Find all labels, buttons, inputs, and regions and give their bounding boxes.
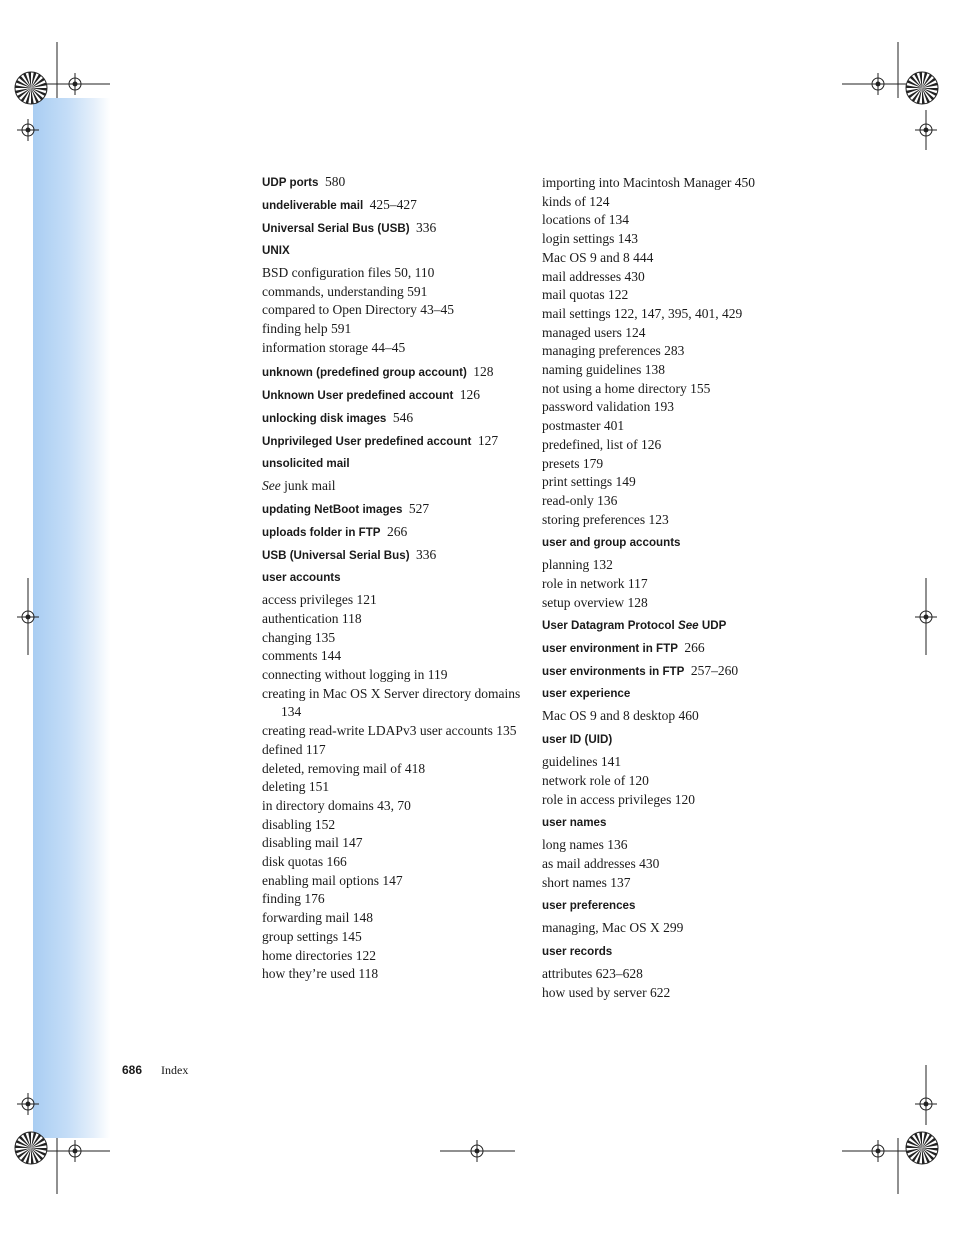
index-subentry (262, 853, 532, 872)
index-subentry (542, 342, 812, 361)
subentry-text: locations of 134 (542, 212, 629, 228)
entry-term: undeliverable mail (262, 199, 364, 212)
see-target: UDP (701, 619, 727, 633)
index-subentry (262, 965, 532, 984)
entry-term: unlocking disk images (262, 411, 387, 425)
entry-pages: 128 (473, 363, 494, 379)
index-subentry (542, 753, 812, 772)
subentry-text: as mail addresses 430 (542, 855, 660, 871)
starburst-mark (906, 72, 938, 104)
index-subentry (262, 816, 532, 835)
index-entry (542, 686, 812, 702)
index-entry (542, 815, 812, 831)
index-subentry (542, 305, 812, 324)
subentry-text: managing, Mac OS X 299 (542, 920, 684, 936)
index-subentry (542, 193, 812, 212)
entry-term: UNIX (262, 244, 290, 257)
entry-term: user names (542, 816, 607, 830)
index-subentry (262, 909, 532, 928)
index-subentry (262, 890, 532, 909)
index-subentry (542, 492, 812, 511)
subentry-text: finding 176 (262, 891, 325, 907)
subentry-text: creating in Mac OS X Server directory domains 134 (262, 685, 521, 720)
subentry-text: BSD configuration files 50, 110 (262, 265, 435, 280)
index-subentry (542, 473, 812, 492)
subentry-text: information storage 44–45 (262, 339, 406, 355)
index-column-left (262, 170, 532, 984)
subentry-text: importing into Macintosh Manager 450 (542, 175, 755, 190)
entry-term: user records (542, 945, 613, 959)
entry-pages: 127 (477, 432, 499, 448)
subentry-text: how used by server 622 (542, 984, 671, 1000)
subentry-text: access privileges 121 (262, 592, 377, 608)
subentry-text: password validation 193 (542, 399, 674, 415)
index-entry (262, 433, 532, 450)
entry-pages: 425–427 (369, 197, 417, 212)
subentry-text: Mac OS 9 and 8 desktop 460 (542, 708, 699, 724)
index-subentry (262, 778, 532, 797)
entry-term: user and group accounts (542, 536, 681, 550)
subentry-text: long names 136 (542, 837, 628, 853)
index-subentry (542, 398, 812, 417)
index-subentry (262, 629, 532, 648)
page-number: 686 (122, 1063, 143, 1077)
index-subentry (542, 324, 812, 343)
entry-pages: 580 (324, 174, 346, 189)
entry-pages: 336 (416, 220, 437, 235)
entry-term: uploads folder in FTP (262, 526, 381, 540)
subentry-text: role in network 117 (542, 576, 648, 592)
index-subentry (262, 741, 532, 760)
entry-term: User Datagram Protocol (542, 619, 675, 633)
index-subentry (542, 965, 812, 984)
index-subentry (542, 575, 812, 594)
entry-term: unknown (predefined group account) (262, 365, 467, 379)
index-subentry (542, 268, 812, 287)
index-subentry (542, 436, 812, 455)
subentry-text: group settings 145 (262, 928, 362, 944)
subentry-text: print settings 149 (542, 474, 636, 490)
index-subentry (262, 797, 532, 816)
subentry-text: commands, understanding 591 (262, 283, 428, 299)
index-entry (262, 197, 532, 214)
index-column-right (542, 170, 812, 1003)
section-name: Index (161, 1063, 189, 1077)
index-subentry (262, 872, 532, 891)
subentry-text: deleting 151 (262, 779, 330, 795)
subentry-text: managed users 124 (542, 324, 646, 340)
subentry-text: storing preferences 123 (542, 511, 669, 527)
index-entry (262, 364, 532, 381)
index-subentry (542, 594, 812, 613)
entry-term: unsolicited mail (262, 456, 350, 470)
index-entry (262, 174, 532, 191)
entry-pages: 257–260 (690, 663, 739, 679)
subentry-text: junk mail (284, 477, 336, 493)
index-subentry (542, 455, 812, 474)
entry-pages: 126 (459, 386, 481, 402)
subentry-text: connecting without logging in 119 (262, 667, 448, 683)
index-subentry (262, 928, 532, 947)
index-subentry (262, 283, 532, 302)
entry-term: Universal Serial Bus (USB) (262, 222, 410, 235)
subentry-text: creating read-write LDAPv3 user accounts 135 (262, 723, 517, 739)
index-subentry (542, 511, 812, 530)
subentry-text: disabling 152 (262, 816, 336, 832)
subentry-text: presets 179 (542, 455, 604, 471)
entry-term: Unprivileged User predefined account (262, 434, 472, 448)
index-subentry (542, 556, 812, 575)
subentry-text: not using a home directory 155 (542, 380, 711, 396)
subentry-text: mail addresses 430 (542, 268, 645, 284)
entry-term: user accounts (262, 571, 341, 585)
index-entry (542, 663, 812, 680)
entry-term: Unknown User predefined account (262, 388, 454, 402)
index-subentry (262, 685, 532, 722)
index-subentry (262, 339, 532, 358)
starburst-mark (15, 72, 47, 104)
index-subentry (542, 174, 812, 193)
index-subentry (542, 211, 812, 230)
subentry-text: role in access privileges 120 (542, 791, 695, 807)
entry-term: user environments in FTP (542, 665, 685, 679)
index-subentry (262, 301, 532, 320)
subentry-text: login settings 143 (542, 231, 639, 247)
see-reference: See (677, 619, 699, 633)
subentry-text: network role of 120 (542, 772, 649, 788)
subentry-text: home directories 122 (262, 947, 376, 963)
index-subentry (542, 417, 812, 436)
subentry-text: kinds of 124 (542, 193, 610, 209)
index-subentry (262, 264, 532, 283)
index-subentry (262, 477, 532, 496)
subentry-text: compared to Open Directory 43–45 (262, 302, 454, 318)
subentry-text: comments 144 (262, 648, 342, 664)
index-entry (542, 898, 812, 914)
index-subentry (542, 230, 812, 249)
subentry-text: setup overview 128 (542, 594, 648, 610)
entry-term: user environment in FTP (542, 642, 678, 656)
starburst-mark (15, 1132, 47, 1164)
subentry-text: Mac OS 9 and 8 444 (542, 249, 654, 265)
index-entry (262, 387, 532, 404)
entry-term: user experience (542, 687, 631, 701)
index-subentry (542, 984, 812, 1003)
subentry-text: authentication 118 (262, 610, 362, 626)
index-subentry (542, 286, 812, 305)
subentry-text: predefined, list of 126 (542, 436, 662, 452)
index-entry (542, 535, 812, 551)
index-subentry (542, 249, 812, 268)
entry-term: updating NetBoot images (262, 503, 403, 517)
subentry-text: managing preferences 283 (542, 343, 685, 359)
index-entry (262, 547, 532, 564)
subentry-text: mail quotas 122 (542, 287, 629, 303)
index-entry (262, 501, 532, 518)
index-subentry (542, 791, 812, 810)
index-entry (542, 732, 812, 748)
subentry-text: guidelines 141 (542, 754, 622, 770)
index-subentry (262, 760, 532, 779)
index-subentry (542, 361, 812, 380)
index-subentry (262, 722, 532, 741)
page-footer (122, 1063, 188, 1078)
index-entry (262, 570, 532, 586)
subentry-text: planning 132 (542, 557, 613, 573)
index-subentry (262, 666, 532, 685)
index-subentry (542, 836, 812, 855)
entry-term: user ID (UID) (542, 733, 613, 747)
subentry-text: in directory domains 43, 70 (262, 797, 411, 813)
starburst-mark (906, 1132, 938, 1164)
index-subentry (542, 919, 812, 938)
index-entry (262, 243, 532, 259)
index-entry (262, 524, 532, 541)
index-subentry (542, 380, 812, 399)
subentry-text: naming guidelines 138 (542, 362, 665, 378)
index-subentry (262, 591, 532, 610)
entry-pages: 546 (392, 409, 414, 425)
subentry-text: postmaster 401 (542, 418, 625, 434)
subentry-text: mail settings 122, 147, 395, 401, 429 (542, 305, 743, 321)
subentry-text: short names 137 (542, 874, 631, 890)
index-entry (542, 944, 812, 960)
subentry-text: how they’re used 118 (262, 966, 379, 982)
index-subentry (262, 610, 532, 629)
index-subentry (262, 320, 532, 339)
entry-pages: 266 (684, 640, 705, 656)
entry-pages: 266 (386, 524, 408, 540)
entry-term: user preferences (542, 899, 636, 913)
subentry-text: disabling mail 147 (262, 835, 363, 851)
index-subentry (262, 834, 532, 853)
entry-term: USB (Universal Serial Bus) (262, 549, 410, 563)
index-subentry (542, 874, 812, 893)
subentry-text: finding help 591 (262, 321, 352, 337)
subentry-text: forwarding mail 148 (262, 910, 373, 926)
index-subentry (542, 855, 812, 874)
subentry-text: changing 135 (262, 629, 336, 645)
subentry-text: deleted, removing mail of 418 (262, 760, 426, 776)
entry-pages: 336 (416, 547, 437, 563)
index-subentry (262, 647, 532, 666)
subentry-text: read-only 136 (542, 492, 618, 508)
see-reference: See (262, 477, 281, 493)
index-entry (542, 618, 812, 634)
subentry-text: defined 117 (262, 741, 326, 757)
index-entry (262, 456, 532, 472)
index-entry (262, 220, 532, 237)
index-entry (262, 410, 532, 427)
subentry-text: attributes 623–628 (542, 966, 643, 982)
entry-pages: 527 (408, 501, 430, 517)
index-subentry (542, 772, 812, 791)
subentry-text: disk quotas 166 (262, 854, 347, 870)
subentry-text: enabling mail options 147 (262, 872, 403, 888)
index-entry (542, 640, 812, 657)
index-subentry (262, 947, 532, 966)
index-subentry (542, 707, 812, 726)
entry-term: UDP ports (262, 176, 319, 189)
